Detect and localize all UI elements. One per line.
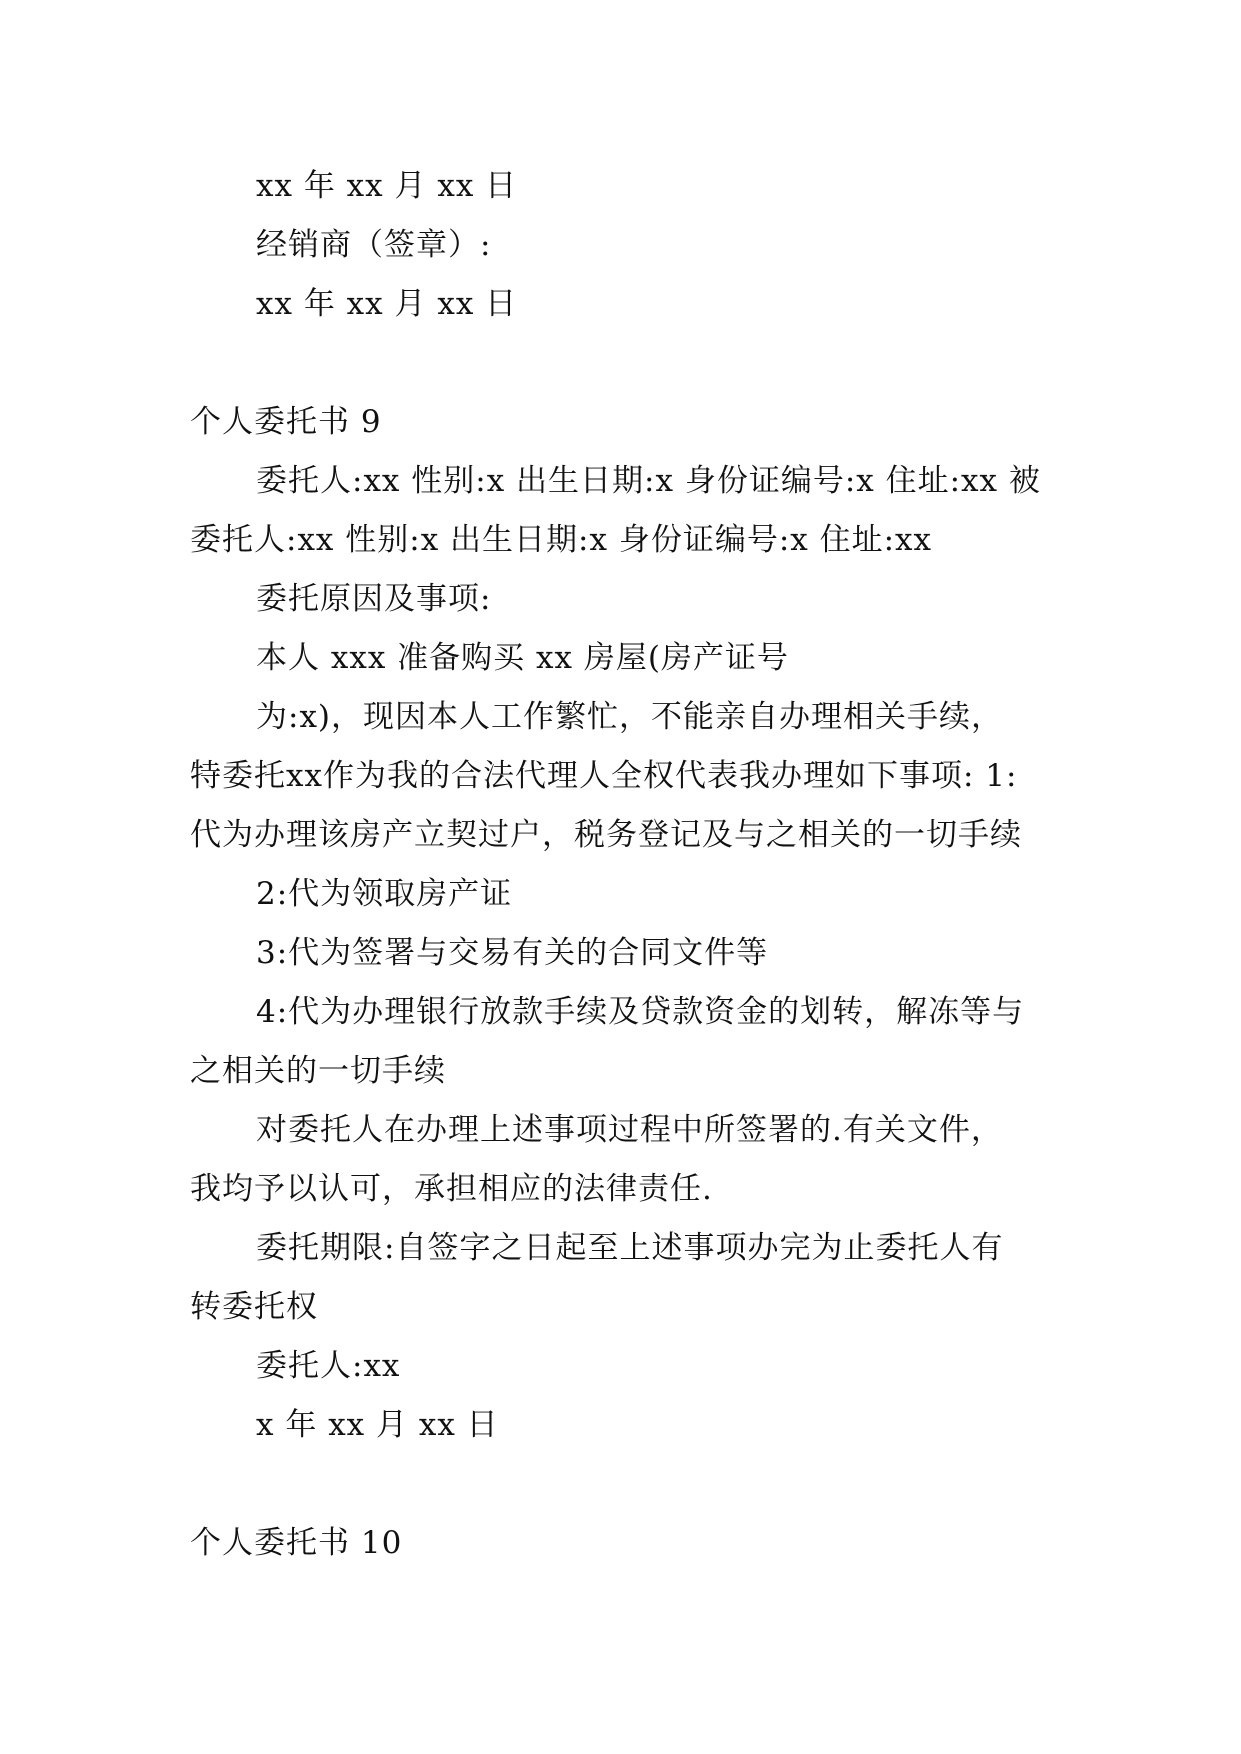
paragraph-line: 代为办理该房产立契过户，税务登记及与之相关的一切手续 bbox=[190, 817, 1022, 853]
date-line: x 年 xx 月 xx 日 bbox=[256, 1407, 499, 1443]
paragraph-line: 为:x)，现因本人工作繁忙，不能亲自办理相关手续， bbox=[256, 699, 1004, 735]
list-item: 3:代为签署与交易有关的合同文件等 bbox=[256, 935, 769, 971]
paragraph-line: 我均予以认可，承担相应的法律责任. bbox=[190, 1171, 713, 1207]
section-heading: 个人委托书 9 bbox=[190, 404, 382, 440]
paragraph-line: 之相关的一切手续 bbox=[190, 1053, 446, 1089]
paragraph-line: 对委托人在办理上述事项过程中所签署的.有关文件， bbox=[256, 1112, 1003, 1148]
list-item: 2:代为领取房产证 bbox=[256, 876, 513, 912]
date-line: xx 年 xx 月 xx 日 bbox=[256, 286, 518, 322]
date-line: xx 年 xx 月 xx 日 bbox=[256, 168, 518, 204]
dealer-signature-line: 经销商（签章）: bbox=[256, 227, 492, 263]
paragraph-line: 特委托xx作为我的合法代理人全权代表我办理如下事项: 1: bbox=[190, 758, 1018, 794]
paragraph-line: 本人 xxx 准备购买 xx 房屋(房产证号 bbox=[256, 640, 789, 676]
paragraph-line: 委托期限:自签字之日起至上述事项办完为止委托人有 bbox=[256, 1230, 1004, 1266]
paragraph-line: 委托人:xx 性别:x 出生日期:x 身份证编号:x 住址:xx bbox=[190, 522, 933, 558]
list-item: 4:代为办理银行放款手续及贷款资金的划转，解冻等与 bbox=[256, 994, 1025, 1030]
section-heading: 个人委托书 10 bbox=[190, 1525, 403, 1561]
paragraph-line: 委托原因及事项: bbox=[256, 581, 492, 617]
principal-signature-line: 委托人:xx bbox=[256, 1348, 401, 1384]
paragraph-line: 转委托权 bbox=[190, 1289, 318, 1325]
paragraph-line: 委托人:xx 性别:x 出生日期:x 身份证编号:x 住址:xx 被 bbox=[256, 463, 1041, 499]
